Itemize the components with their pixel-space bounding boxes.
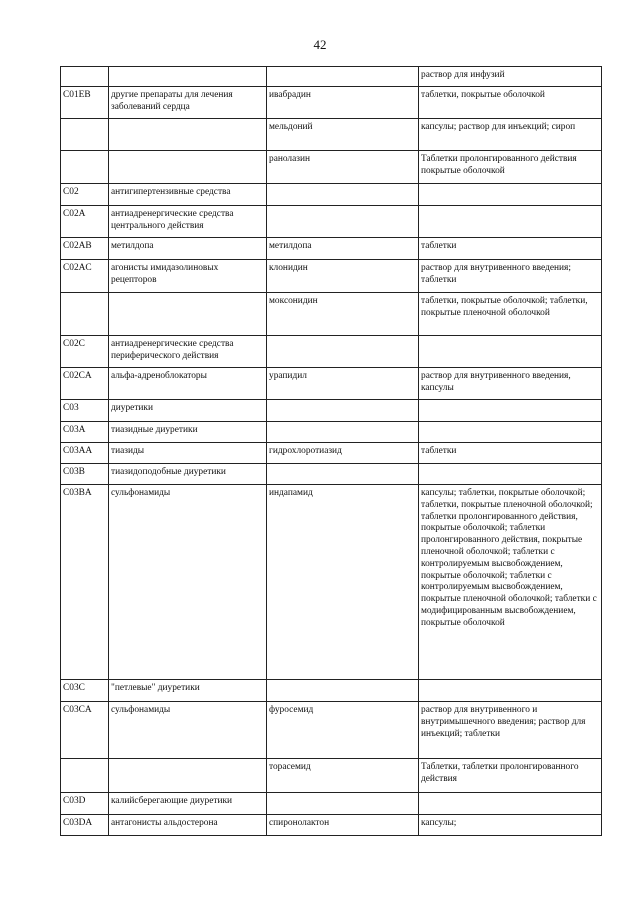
atc-code-cell: C03BA (61, 485, 109, 680)
table-row (61, 815, 602, 836)
dosage-form-cell: раствор для внутривенного введения, капсулы (419, 368, 602, 400)
table-row (61, 464, 602, 485)
group-name-cell (109, 759, 267, 793)
drug-name-cell: урапидил (267, 368, 419, 400)
atc-code-cell (61, 759, 109, 793)
table-row (61, 485, 602, 680)
dosage-form-cell: таблетки, покрытые оболочкой; таблетки, покрытые пленочной оболочкой (419, 293, 602, 336)
table-row (61, 151, 602, 184)
drug-name-cell (267, 680, 419, 702)
table-row (61, 293, 602, 336)
table-row (61, 67, 602, 87)
table-body (61, 67, 602, 836)
table-row (61, 368, 602, 400)
group-name-cell: тиазидоподобные диуретики (109, 464, 267, 485)
group-name-cell: метилдопа (109, 238, 267, 260)
table-row (61, 680, 602, 702)
atc-code-cell: C03CA (61, 702, 109, 759)
drug-name-cell (267, 67, 419, 87)
atc-code-cell (61, 67, 109, 87)
dosage-form-cell: капсулы; таблетки, покрытые оболочкой; таблетки, покрытые пленочной оболочкой; таблетки пролонгированного действия, покрытые оболочкой; таблетки пролонгированного действия, покрытые пленочной оболочкой; таблетки с контролируемым высвобождением, покрытые оболочкой; таблетки с контролируемым высвобождением, покрытые пленочной оболочкой; таблетки с модифицированным высвобождением, покрытые оболочкой (419, 485, 602, 680)
atc-code-cell: C03 (61, 400, 109, 422)
drug-name-cell: фуросемид (267, 702, 419, 759)
group-name-cell: антиадренергические средства центрального действия (109, 206, 267, 238)
group-name-cell: альфа-адреноблокаторы (109, 368, 267, 400)
atc-code-cell: C02 (61, 184, 109, 206)
atc-code-cell (61, 119, 109, 151)
drug-name-cell (267, 206, 419, 238)
table-row (61, 422, 602, 443)
atc-code-cell (61, 293, 109, 336)
dosage-form-cell: раствор для инфузий (419, 67, 602, 87)
group-name-cell: сульфонамиды (109, 485, 267, 680)
dosage-form-cell: Таблетки, таблетки пролонгированного действия (419, 759, 602, 793)
atc-code-cell: C03C (61, 680, 109, 702)
group-name-cell: диуретики (109, 400, 267, 422)
drug-name-cell (267, 793, 419, 815)
atc-code-cell: C03DA (61, 815, 109, 836)
dosage-form-cell (419, 422, 602, 443)
table-row (61, 87, 602, 119)
drug-name-cell: ранолазин (267, 151, 419, 184)
group-name-cell: "петлевые" диуретики (109, 680, 267, 702)
atc-code-cell: C02C (61, 336, 109, 368)
drug-name-cell (267, 400, 419, 422)
dosage-form-cell (419, 464, 602, 485)
group-name-cell (109, 293, 267, 336)
atc-code-cell: C02AB (61, 238, 109, 260)
table-row (61, 702, 602, 759)
dosage-form-cell: таблетки, покрытые оболочкой (419, 87, 602, 119)
table-row (61, 238, 602, 260)
dosage-form-cell (419, 680, 602, 702)
dosage-form-cell (419, 184, 602, 206)
atc-code-cell: C02A (61, 206, 109, 238)
atc-code-cell: C02AC (61, 260, 109, 293)
group-name-cell: сульфонамиды (109, 702, 267, 759)
drug-name-cell (267, 422, 419, 443)
group-name-cell (109, 67, 267, 87)
group-name-cell (109, 119, 267, 151)
group-name-cell: антигипертензивные средства (109, 184, 267, 206)
table-row (61, 184, 602, 206)
drug-name-cell: гидрохлоротиазид (267, 443, 419, 464)
dosage-form-cell: раствор для внутривенного введения; таблетки (419, 260, 602, 293)
atc-code-cell (61, 151, 109, 184)
group-name-cell: антагонисты альдостерона (109, 815, 267, 836)
dosage-form-cell (419, 400, 602, 422)
dosage-form-cell: таблетки (419, 443, 602, 464)
drug-name-cell (267, 184, 419, 206)
drug-name-cell: клонидин (267, 260, 419, 293)
dosage-form-cell: капсулы; (419, 815, 602, 836)
group-name-cell (109, 151, 267, 184)
atc-code-cell: C01EB (61, 87, 109, 119)
table-row (61, 260, 602, 293)
drug-table (60, 66, 602, 836)
table-row (61, 793, 602, 815)
table-row (61, 759, 602, 793)
drug-name-cell: индапамид (267, 485, 419, 680)
drug-name-cell: моксонидин (267, 293, 419, 336)
dosage-form-cell (419, 206, 602, 238)
dosage-form-cell: капсулы; раствор для инъекций; сироп (419, 119, 602, 151)
group-name-cell: тиазиды (109, 443, 267, 464)
group-name-cell: тиазидные диуретики (109, 422, 267, 443)
atc-code-cell: C03B (61, 464, 109, 485)
group-name-cell: антиадренергические средства периферического действия (109, 336, 267, 368)
dosage-form-cell: Таблетки пролонгированного действия покрытые оболочкой (419, 151, 602, 184)
group-name-cell: агонисты имидазолиновых рецепторов (109, 260, 267, 293)
group-name-cell: калийсберегающие диуретики (109, 793, 267, 815)
atc-code-cell: C03AA (61, 443, 109, 464)
drug-name-cell: торасемид (267, 759, 419, 793)
table-row (61, 336, 602, 368)
table-row (61, 400, 602, 422)
drug-name-cell: ивабрадин (267, 87, 419, 119)
atc-code-cell: C03A (61, 422, 109, 443)
dosage-form-cell: таблетки (419, 238, 602, 260)
group-name-cell: другие препараты для лечения заболеваний сердца (109, 87, 267, 119)
drug-name-cell (267, 464, 419, 485)
dosage-form-cell (419, 336, 602, 368)
drug-name-cell (267, 336, 419, 368)
page-number: 42 (313, 37, 327, 52)
atc-code-cell: C02CA (61, 368, 109, 400)
dosage-form-cell: раствор для внутривенного и внутримышечного введения; раствор для инъекций; таблетки (419, 702, 602, 759)
atc-code-cell: C03D (61, 793, 109, 815)
dosage-form-cell (419, 793, 602, 815)
drug-name-cell: спиронолактон (267, 815, 419, 836)
table-row (61, 206, 602, 238)
table-row (61, 119, 602, 151)
drug-name-cell: метилдопа (267, 238, 419, 260)
table-row (61, 443, 602, 464)
drug-name-cell: мельдоний (267, 119, 419, 151)
